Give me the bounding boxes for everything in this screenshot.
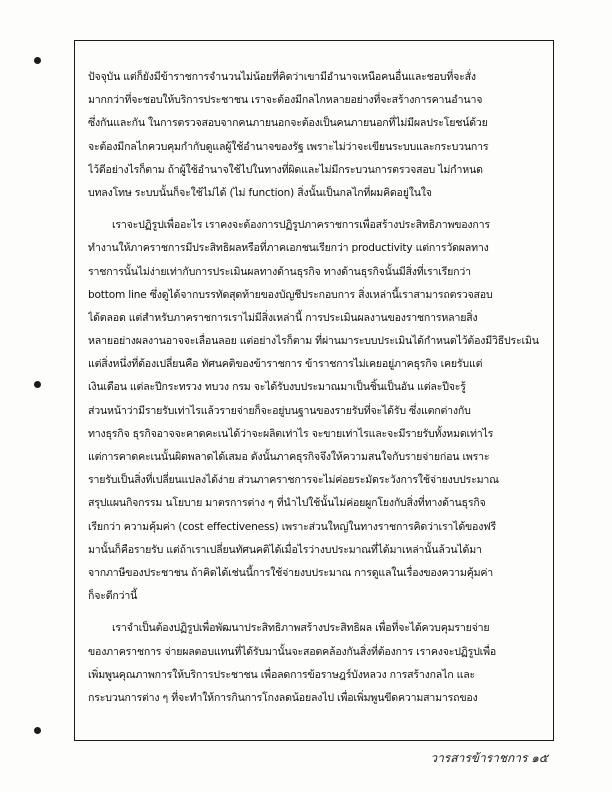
text-line: บทลงโทษ ระบบนั้นก็จะใช้ไม่ได้ (ไม่ function) สิ่งนั้นเป็นกลไกที่ผมคิดอยู่ในใจ [88,186,432,199]
text-line: รายรับเป็นสิ่งที่เปลี่ยนแปลงได้ง่าย ส่วนภาคราชการจะไม่ค่อยระมัดระวังการใช้จ่ายงบประมาณ [88,474,499,487]
paragraph-spacer [88,608,544,617]
paragraph-3 [88,617,544,710]
journal-footer: วารสารข้าราชการ ๑๕ [430,751,548,765]
text-line: ได้ตลอด แต่สำหรับภาคราชการเราไม่มีสิ่งเหล่านี้ การประเมินผลงานของราชการหลายสิ่ง [88,311,478,324]
text-line: bottom line ซึ่งดูได้จากบรรทัดสุดท้ายของบัญชีประกอบการ สิ่งเหล่านี้เราสามารถตรวจสอบ [88,288,493,301]
text-line: ซึ่งกันและกัน ในการตรวจสอบจากคนภายนอกจะต้องเป็นคนภายนอกที่ไม่มีผลประโยชน์ด้วย [88,117,488,130]
paragraph-2 [88,214,544,608]
text-line: ก็จะดีกว่านี้ [88,590,138,603]
binder-hole-bottom [34,727,41,734]
text-line: กระบวนการต่าง ๆ ที่จะทำให้การกินการโกงลดน้อยลงไป เพื่อเพิ่มพูนขีดความสามารถของ [88,691,478,704]
paragraph-1 [88,66,544,205]
text-line: ไว้ดีอย่างไรก็ตาม ถ้าผู้ใช้อำนาจใช้ไปในทางที่ผิดและไม่มีกระบวนการตรวจสอบ ไม่กำหนด [88,163,483,176]
binder-hole-middle [34,381,41,388]
text-line: ราชการนั้นไม่ง่ายเท่ากับการประเมินผลทางด้านธุรกิจ ทางด้านธุรกิจนั้นมีสิ่งที่เราเรียกว่า [88,265,471,278]
text-line: เงินเดือน แต่ละปีกระทรวง ทบวง กรม จะได้รับงบประมาณมาเป็นชิ้นเป็นอัน แต่ละปีจะรู้ [88,381,466,394]
paragraph-spacer [88,205,544,214]
text-line: เราจำเป็นต้องปฏิรูปเพื่อพัฒนาประสิทธิภาพสร้างประสิทธิผล เพื่อที่จะได้ควบคุมรายจ่าย [112,622,490,635]
text-line: เรียกว่า ความคุ้มค่า (cost effectiveness) เพราะส่วนใหญ่ในทางราชการคิดว่าเราได้ของฟรี [88,520,496,533]
text-line: มากกว่าที่จะชอบให้บริการประชาชน เราจะต้องมีกลไกหลายอย่างที่จะสร้างการคานอำนาจ [88,94,483,107]
text-line: ทำงานให้ภาคราชการมีประสิทธิผลหรือที่ภาคเอกชนเรียกว่า productivity แต่การวัดผลทาง [88,242,489,255]
text-line: ส่วนหน้าว่ามีรายรับเท่าไรแล้วรายจ่ายก็จะอยู่บนฐานของรายรับที่จะได้รับ ซึ่งแตกต่างกับ [88,404,471,417]
text-line: สรุปแผนกิจกรรม นโยบาย มาตรการต่าง ๆ ที่นำไปใช้นั้นไม่ค่อยผูกโยงกับสิ่งที่ทางด้านธุรกิจ [88,497,486,510]
text-line: ทางธุรกิจ ธุรกิจอาจจะคาดคะเนได้ว่าจะผลิตเท่าไร จะขายเท่าไรและจะมีรายรับทั้งหมดเท่าไร [88,427,494,440]
text-line: เราจะปฏิรูปเพื่ออะไร เราคงจะต้องการปฏิรูปภาคราชการเพื่อสร้างประสิทธิภาพของการ [112,219,490,232]
text-line: แต่การคาดคะเนนั้นผิดพลาดได้เสมอ ดังนั้นภาคธุรกิจจึงให้ความสนใจกับรายจ่ายก่อน เพราะ [88,451,490,463]
text-line: เพิ่มพูนคุณภาพการให้บริการประชาชน เพื่อลดการข้อราษฎร์บังหลวง การสร้างกลไก และ [88,668,475,681]
text-line: หลายอย่างผลงานอาจจะเลื่อนลอย แต่อย่างไรก็ตาม ที่ผ่านมาระบบประเมินได้กำหนดไว้ต้องมีวิธีประเมิน [88,335,539,348]
text-line: แต่สิ่งหนึ่งที่ต้องเปลี่ยนคือ ทัศนคติของข้าราชการ ข้าราชการไม่เคยอยู่ภาคธุรกิจ เคยรับแต่ [88,358,483,371]
article-body [88,66,544,710]
text-line: ปัจจุบัน แต่ก็ยังมีข้าราชการจำนวนไม่น้อยที่คิดว่าเขามีอำนาจเหนือคนอื่นและชอบที่จะสั่ง [88,71,476,83]
binder-hole-top [34,57,41,64]
text-line: ของภาคราชการ จ่ายผลตอบแทนที่ได้รับมานั้นจะสอดคล้องกันสิ่งที่ต้องการ เราคงจะปฏิรูปเพื่อ [88,645,497,658]
text-line: มานั้นก็คือรายรับ แต่ถ้าเราเปลี่ยนทัศนคติได้เมื่อไรว่างบประมาณที่ได้มาเหล่านั้นล้วนได้มา [88,543,482,556]
text-line: จากภาษีของประชาชน ถ้าคิดได้เช่นนี้การใช้จ่ายงบประมาณ การดูแลในเรื่องของความคุ้มค่า [88,566,494,579]
text-line: จะต้องมีกลไกควบคุมกำกับดูแลผู้ใช้อำนาจของรัฐ เพราะไม่ว่าจะเขียนระบบและกระบวนการ [88,140,489,153]
